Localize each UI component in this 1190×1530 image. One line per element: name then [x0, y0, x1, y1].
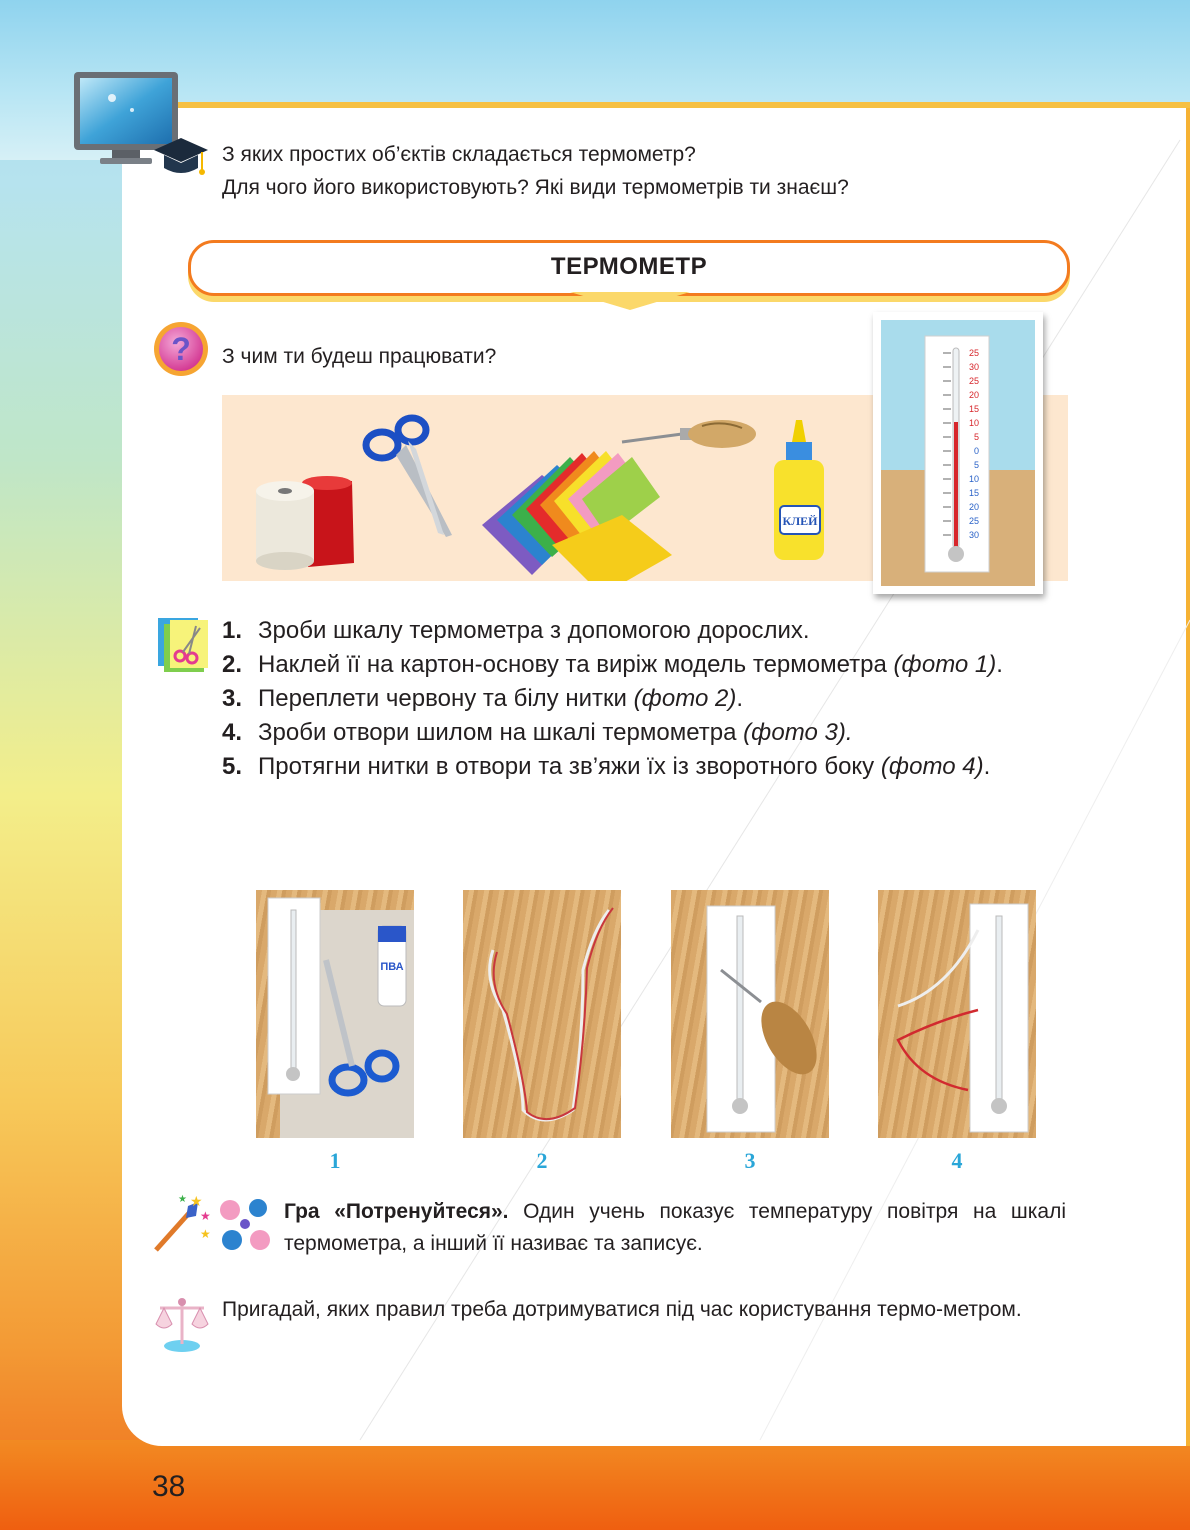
section-title: ТЕРМОМЕТР — [550, 253, 708, 280]
scale-label: 25 — [968, 516, 979, 526]
photo-4-drawing — [878, 890, 1036, 1138]
steps-list — [222, 614, 1064, 784]
step-text: Протягни нитки в отвори та зв’яжи їх із зворотного боку — [258, 753, 875, 780]
scale-label: 15 — [968, 488, 979, 498]
page-number: 38 — [152, 1470, 186, 1503]
awl-icon — [622, 420, 756, 448]
step-text: Переплети червону та білу нитки — [258, 685, 627, 712]
scale-label: 30 — [968, 362, 979, 372]
step-number: 1. — [222, 617, 243, 644]
scale-label: 30 — [968, 530, 979, 540]
step-2 — [222, 648, 1064, 682]
svg-text:★: ★ — [190, 1193, 203, 1209]
intro-line-2: Для чого його використовують? Які види термометрів ти знаєш? — [222, 176, 849, 199]
step-tail: . — [983, 753, 991, 780]
step-number: 3. — [222, 685, 243, 712]
photo-reference: (фото 3). — [743, 719, 853, 746]
scale-label: 25 — [968, 376, 979, 386]
step-number: 5. — [222, 753, 243, 780]
glue-label: КЛЕЙ — [782, 514, 818, 528]
step-tail: . — [736, 685, 743, 712]
question-text: З чим ти будеш працювати? — [222, 345, 497, 368]
graduation-cap-icon — [152, 136, 210, 180]
photo-reference: (фото 2) — [633, 685, 737, 712]
craft-task-icon — [156, 616, 212, 672]
scale-label: 20 — [968, 390, 979, 400]
glue-bottle-icon — [774, 420, 824, 560]
photo-label-3: 3 — [744, 1148, 756, 1173]
game-text — [284, 1196, 1066, 1260]
scale-label: 0 — [973, 446, 979, 456]
svg-text:★: ★ — [200, 1227, 211, 1241]
photo-1-drawing — [256, 890, 414, 1138]
step-text: Зроби отвори шилом на шкалі термометра — [258, 719, 737, 746]
photo-reference: (фото 1) — [893, 651, 997, 678]
thread-spools-icon — [256, 476, 354, 570]
intro-line-1: З яких простих об’єктів складається термометр? — [222, 143, 696, 166]
photo-label-1: 1 — [329, 1148, 341, 1173]
intro-text — [222, 138, 1022, 204]
step-4 — [222, 716, 1064, 750]
svg-text:★: ★ — [200, 1209, 211, 1223]
thermometer-drawing — [873, 312, 1043, 594]
game-title: Гра «Потренуйтеся». — [284, 1200, 509, 1223]
scale-label: 20 — [968, 502, 979, 512]
svg-text:★: ★ — [178, 1194, 187, 1205]
step-number: 2. — [222, 651, 243, 678]
colored-paper-icon — [482, 451, 672, 581]
photo-2 — [463, 890, 621, 1138]
banner-pointer — [570, 292, 690, 310]
svg-text:?: ? — [171, 331, 191, 367]
scale-label: 10 — [968, 474, 979, 484]
scale-label: 15 — [968, 404, 979, 414]
game-pieces-icon — [218, 1196, 272, 1254]
scale-label: 5 — [973, 432, 979, 442]
photo-3-drawing — [671, 890, 829, 1138]
game-description: Один учень показує температуру повітря на шкалі термометра, а інший її називає та записує. — [284, 1200, 1066, 1255]
photo-3 — [671, 890, 829, 1138]
photo-1 — [256, 890, 414, 1138]
photo-4 — [878, 890, 1036, 1138]
step-5 — [222, 750, 1064, 784]
thermometer-photo — [873, 312, 1043, 594]
step-number: 4. — [222, 719, 243, 746]
photo-2-drawing — [463, 890, 621, 1138]
step-tail: . — [996, 651, 1003, 678]
photo-label-4: 4 — [951, 1148, 963, 1173]
remember-text: Пригадай, яких правил треба дотримуватися під час користування термо-метром. — [222, 1298, 1022, 1321]
photo-reference: (фото 4) — [880, 753, 984, 780]
pva-label: ПВА — [380, 961, 404, 973]
question-icon — [152, 320, 210, 378]
scales-icon — [152, 1294, 212, 1354]
scale-label: 25 — [968, 348, 979, 358]
step-1 — [222, 614, 1064, 648]
scale-label: 10 — [968, 418, 979, 428]
paintbrush-stars-icon — [150, 1192, 212, 1254]
step-text: Зроби шкалу термометра з допомогою дорослих. — [258, 617, 810, 644]
scale-label: 5 — [973, 460, 979, 470]
step-3 — [222, 682, 1064, 716]
section-banner — [188, 240, 1070, 296]
process-photos — [256, 890, 1038, 1140]
scissors-icon — [366, 418, 452, 537]
step-text: Наклей її на картон-основу та виріж модель термометра — [258, 651, 887, 678]
photo-label-2: 2 — [536, 1148, 548, 1173]
